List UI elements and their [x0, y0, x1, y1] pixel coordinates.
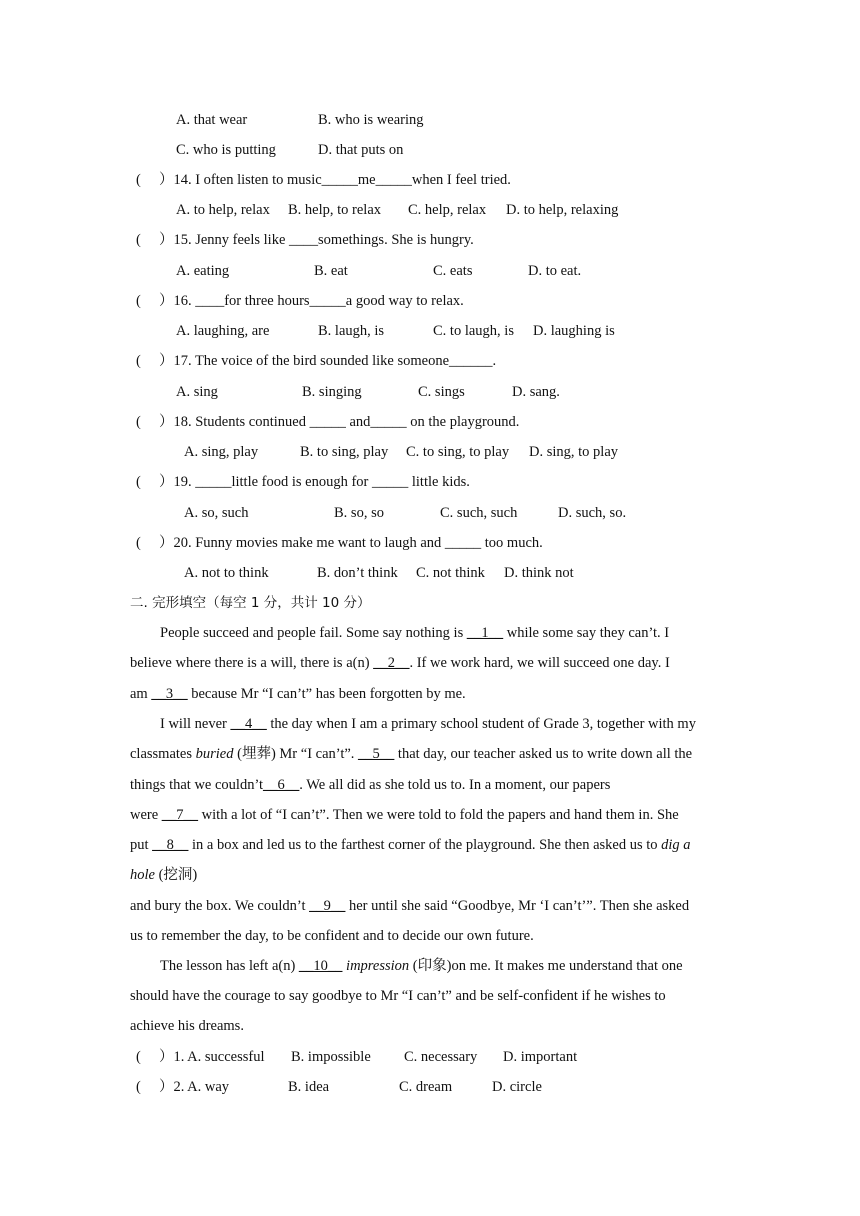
blank-3: __3__ — [151, 686, 188, 702]
cloze-q2-option-c: C. dream — [399, 1079, 453, 1095]
q20-option-c: C. not think — [416, 565, 485, 581]
passage-p2-line4: were __7__ with a lot of “I can’t”. Then we were told to fold the papers and hand them in. She — [130, 807, 679, 823]
q18-option-b: B. to sing, play — [300, 444, 389, 460]
q17-option-c: C. sings — [418, 384, 465, 400]
q15-option-d: D. to eat. — [528, 263, 582, 279]
q14-option-a: A. to help, relax — [176, 202, 270, 218]
cloze-q1-option-b: B. impossible — [291, 1049, 371, 1065]
blank-8: __8__ — [152, 837, 189, 853]
cloze-q2-option-b: B. idea — [288, 1079, 330, 1095]
blank-1: __1__ — [466, 625, 504, 641]
q19-option-a: A. so, such — [184, 505, 249, 521]
q17-option-a: A. sing — [176, 384, 218, 400]
q13-option-c: C. who is putting — [176, 142, 276, 158]
q18-option-c: C. to sing, to play — [406, 444, 510, 460]
passage-p2-line7: and bury the box. We couldn’t __9__ her until she said “Goodbye, Mr ‘I can’t’”. Then she asked — [130, 898, 690, 914]
question-15: ( ）15. Jenny feels like ____somethings. She is hungry. — [136, 232, 474, 248]
q16-option-a: A. laughing, are — [176, 323, 270, 339]
q19-option-c: C. such, such — [440, 505, 518, 521]
blank-4: __4__ — [230, 716, 267, 732]
q18-option-d: D. sing, to play — [529, 444, 619, 460]
q14-option-c: C. help, relax — [408, 202, 487, 218]
cloze-q1-option-d: D. important — [503, 1049, 578, 1065]
question-17: ( ）17. The voice of the bird sounded like someone______. — [136, 353, 497, 369]
cloze-question-1: ( ）1. A. successful — [136, 1049, 265, 1065]
question-20: ( ）20. Funny movies make me want to laugh and _____ too much. — [136, 535, 543, 551]
passage-p2-line2: classmates buried (埋葬) Mr “I can’t”. __5__ that day, our teacher asked us to write down all the — [130, 746, 693, 762]
passage-p3-line2: should have the courage to say goodbye to Mr “I can’t” and be self-confident if he wishes to — [130, 988, 666, 1004]
section-heading: 二. 完形填空（每空 1 分，共计 10 分） — [130, 595, 371, 611]
passage-p1-line2: believe where there is a will, there is a(n) __2__. If we work hard, we will succeed one day. I — [130, 655, 670, 671]
blank-7: __7__ — [161, 807, 199, 823]
q14-option-d: D. to help, relaxing — [506, 202, 619, 218]
passage-p2-line8: us to remember the day, to be confident and to decide our own future. — [130, 928, 534, 944]
q13-option-d: D. that puts on — [318, 142, 404, 158]
question-14: ( ）14. I often listen to music_____me_____when I feel tried. — [136, 172, 511, 188]
passage-p2-line1: I will never __4__ the day when I am a primary school student of Grade 3, together with my — [160, 716, 696, 732]
passage-p1-line3: am __3__ because Mr “I can’t” has been forgotten by me. — [130, 686, 466, 702]
q18-option-a: A. sing, play — [184, 444, 259, 460]
blank-5: __5__ — [358, 746, 395, 762]
q13-option-b: B. who is wearing — [318, 112, 424, 128]
cloze-question-2: ( ）2. A. way — [136, 1079, 230, 1095]
blank-2: __2__ — [373, 655, 410, 671]
cloze-q1-option-c: C. necessary — [404, 1049, 478, 1065]
q15-option-c: C. eats — [433, 263, 473, 279]
q20-option-b: B. don’t think — [317, 565, 398, 581]
q17-option-b: B. singing — [302, 384, 362, 400]
q14-option-b: B. help, to relax — [288, 202, 382, 218]
question-19: ( ）19. _____little food is enough for _____ little kids. — [136, 474, 470, 490]
blank-9: __9__ — [309, 898, 346, 914]
q19-option-b: B. so, so — [334, 505, 384, 521]
q20-option-a: A. not to think — [184, 565, 269, 581]
q16-option-b: B. laugh, is — [318, 323, 385, 339]
q19-option-d: D. such, so. — [558, 505, 627, 521]
question-16: ( ）16. ____for three hours_____a good way to relax. — [136, 293, 464, 309]
q13-option-a: A. that wear — [176, 112, 248, 128]
passage-p3-line1: The lesson has left a(n) __10__ impression (印象)on me. It makes me understand that one — [160, 958, 683, 974]
blank-6: __6__ — [263, 777, 300, 793]
q20-option-d: D. think not — [504, 565, 574, 581]
q17-option-d: D. sang. — [512, 384, 560, 400]
q16-option-d: D. laughing is — [533, 323, 615, 339]
q15-option-a: A. eating — [176, 263, 230, 279]
question-18: ( ）18. Students continued _____ and_____ on the playground. — [136, 414, 520, 430]
passage-p2-line6: hole (挖洞) — [130, 867, 198, 883]
passage-p1-line1: People succeed and people fail. Some say nothing is __1__ while some say they can’t. I — [160, 625, 670, 641]
q16-option-c: C. to laugh, is — [433, 323, 514, 339]
passage-p2-line5: put __8__ in a box and led us to the farthest corner of the playground. She then asked us to dig a — [130, 837, 691, 853]
blank-10: __10__ — [298, 958, 343, 974]
q15-option-b: B. eat — [314, 263, 348, 279]
passage-p2-line3: things that we couldn’t__6__. We all did as she told us to. In a moment, our papers — [130, 777, 611, 793]
cloze-q2-option-d: D. circle — [492, 1079, 542, 1095]
passage-p3-line3: achieve his dreams. — [130, 1018, 244, 1034]
